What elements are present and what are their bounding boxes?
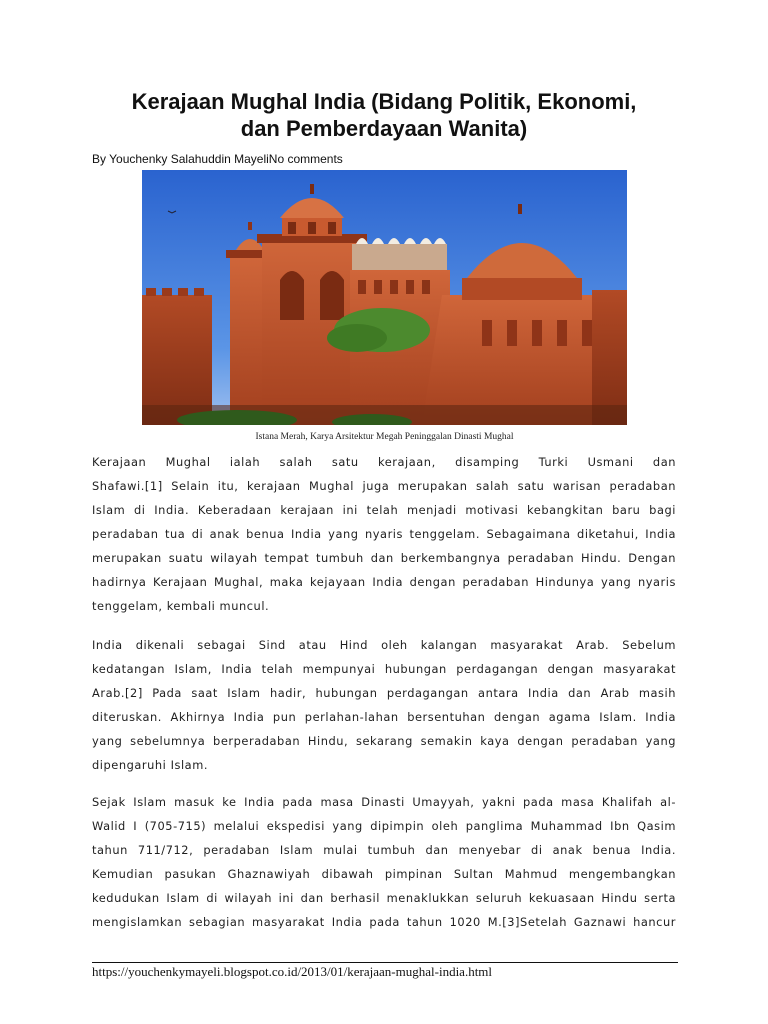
byline: By Youchenky Salahuddin MayeliNo comments bbox=[92, 152, 343, 166]
paragraph-3-line: Walid I (705-715) melalui ekspedisi yang dipimpin oleh panglima Muhammad Ibn Qasim bbox=[92, 819, 676, 833]
paragraph-3-line: kedudukan Islam di wilayah ini dan berhasil menaklukkan seluruh kekuasaan Hindu serta bbox=[92, 891, 676, 905]
paragraph-2-line: diteruskan. Akhirnya India pun perlahan-lahan bersentuhan dengan agama Islam. India bbox=[92, 710, 676, 724]
red-fort-photo bbox=[142, 170, 627, 425]
paragraph-2-line: India dikenali sebagai Sind atau Hind oleh kalangan masyarakat Arab. Sebelum bbox=[92, 638, 676, 652]
paragraph-1 bbox=[92, 450, 676, 618]
footer-divider bbox=[92, 962, 678, 963]
paragraph-2 bbox=[92, 633, 676, 777]
paragraph-1-line: Kerajaan Mughal ialah salah satu kerajaan, disamping Turki Usmani dan bbox=[92, 455, 676, 469]
title-line-1: Kerajaan Mughal India (Bidang Politik, Ekonomi, bbox=[131, 89, 637, 114]
paragraph-3-line: Kemudian pasukan Ghaznawiyah dibawah pimpinan Sultan Mahmud mengembangkan bbox=[92, 867, 676, 881]
paragraph-1-line: Shafawi.[1] Selain itu, kerajaan Mughal juga merupakan salah satu warisan peradaban bbox=[92, 479, 676, 493]
paragraph-1-line: Islam di India. Keberadaan kerajaan ini telah menjadi motivasi kebangkitan baru bagi bbox=[92, 503, 676, 517]
paragraph-1-line: merupakan suatu wilayah tempat tumbuh dan berkembangnya peradaban Hindu. Dengan bbox=[92, 551, 676, 565]
paragraph-2-line: Arab.[2] Pada saat Islam hadir, hubungan perdagangan antara India dan Arab masih bbox=[92, 686, 676, 700]
image-caption: Istana Merah, Karya Arsitektur Megah Peninggalan Dinasti Mughal bbox=[255, 432, 514, 442]
paragraph-2-line: dipengaruhi Islam. bbox=[92, 758, 209, 772]
paragraph-2-line: yang sebelumnya berperadaban Hindu, sekarang semakin kaya dengan peradaban yang bbox=[92, 734, 676, 748]
paragraph-2-line: kedatangan Islam, India telah mempunyai hubungan perdagangan dengan masyarakat bbox=[92, 662, 676, 676]
paragraph-1-line: tenggelam, kembali muncul. bbox=[92, 599, 270, 613]
red-fort-illustration bbox=[142, 170, 627, 425]
paragraph-3-line: Sejak Islam masuk ke India pada masa Dinasti Umayyah, yakni pada masa Khalifah al- bbox=[92, 795, 676, 809]
paragraph-3-line: mengislamkan sebagian masyarakat India pada tahun 1020 M.[3]Setelah Gaznawi hancur bbox=[92, 915, 676, 929]
footer-source-link[interactable]: https://youchenkymayeli.blogspot.co.id/2013/01/kerajaan-mughal-india.html bbox=[92, 964, 493, 979]
paragraph-1-line: peradaban tua di anak benua India yang nyaris tenggelam. Sebagaimana diketahui, India bbox=[92, 527, 676, 541]
paragraph-3-line: tahun 711/712, peradaban Islam mulai tumbuh dan menyebar di anak benua India. bbox=[92, 843, 676, 857]
title-line-2: dan Pemberdayaan Wanita) bbox=[240, 116, 528, 141]
paragraph-1-line: hadirnya Kerajaan Mughal, maka kejayaan India dengan peradaban Hindunya yang nyaris bbox=[92, 575, 676, 589]
document-title bbox=[60, 88, 708, 142]
paragraph-3 bbox=[92, 790, 676, 934]
